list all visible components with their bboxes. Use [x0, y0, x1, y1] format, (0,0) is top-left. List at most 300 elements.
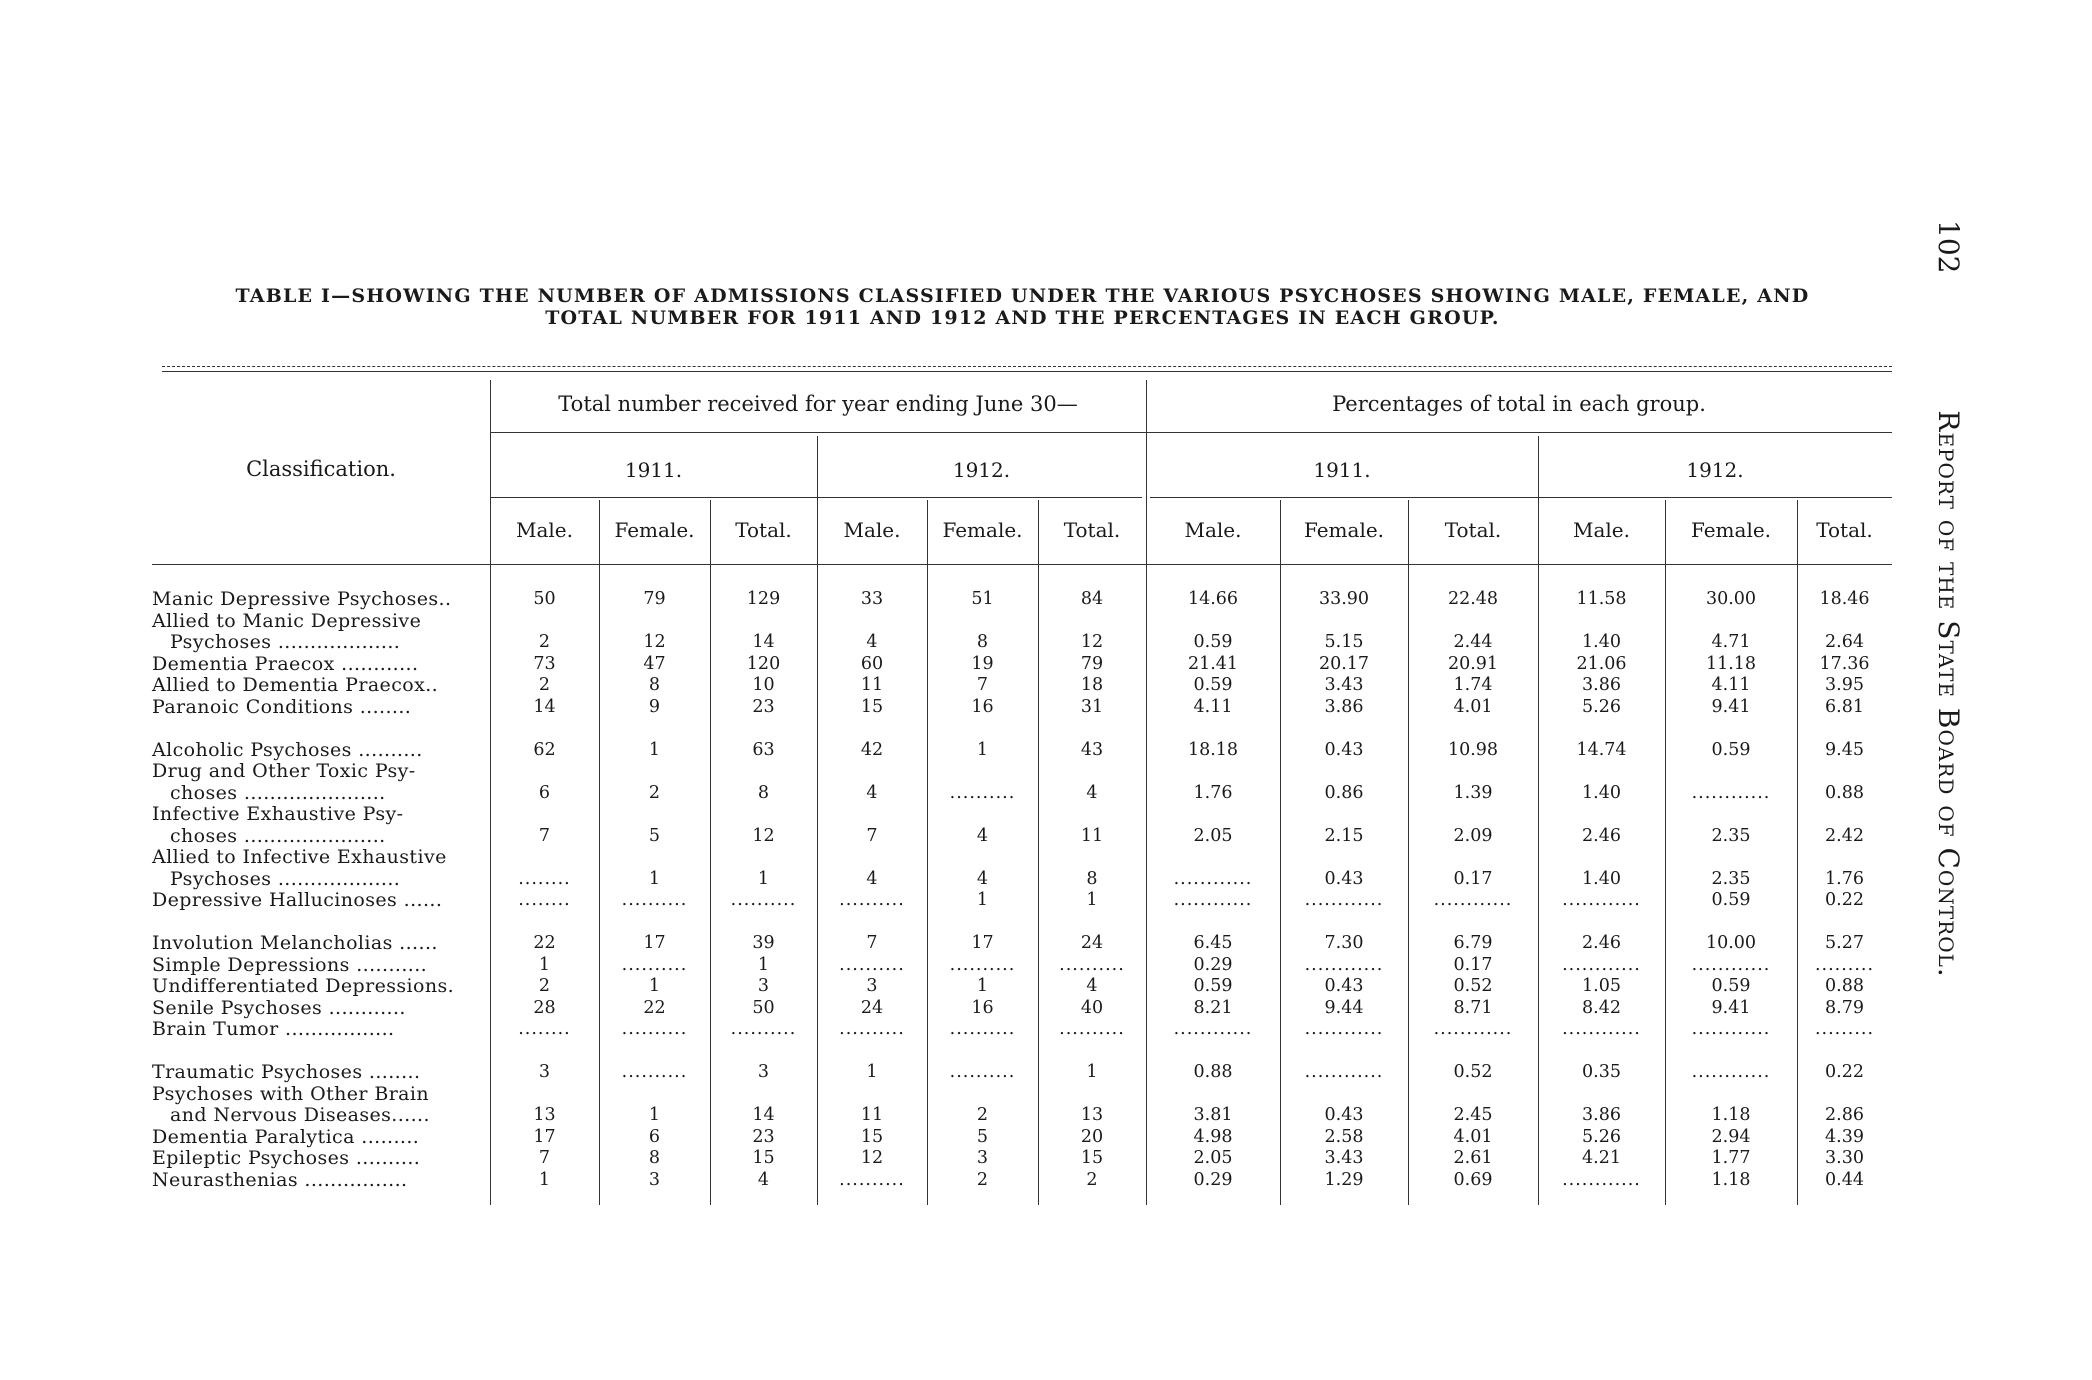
table-cell: 1	[648, 1105, 661, 1125]
table-cell: 1	[1086, 1062, 1098, 1082]
table-cell: 4	[976, 825, 989, 846]
table-cell: 0.43	[1324, 739, 1364, 760]
table-cell: 2.35	[1711, 868, 1751, 889]
table-cell: 2.44	[1453, 632, 1493, 652]
table-cell: 9.41	[1711, 696, 1751, 717]
table-cell: 18.18	[1187, 739, 1239, 760]
table-cell: ............	[1433, 1019, 1513, 1039]
row-label: Brain Tumor .................	[152, 1018, 395, 1040]
table-cell: 0.59	[1711, 739, 1751, 760]
table-cell: 4.01	[1453, 1126, 1493, 1147]
table-cell: 1.76	[1193, 782, 1233, 803]
table-cell: 1	[757, 868, 770, 889]
table-cell: 0.88	[1825, 782, 1864, 803]
row-label: Neurasthenias ................	[152, 1168, 408, 1191]
table-cell: 39	[752, 933, 775, 953]
table-cell: 21.06	[1576, 653, 1627, 674]
table-cell: 7.30	[1324, 933, 1364, 953]
table-cell: 17.36	[1819, 653, 1870, 674]
table-cell: 11	[860, 675, 884, 695]
table-cell: 1.18	[1711, 1105, 1751, 1125]
table-cell: 0.35	[1582, 1062, 1621, 1082]
table-cell: 3.30	[1825, 1148, 1864, 1168]
table-cell: 0.88	[1193, 1062, 1233, 1082]
col-header-total: Total.	[1816, 518, 1873, 542]
vline-classification	[490, 380, 491, 1205]
table-cell: 1	[976, 739, 989, 760]
table-cell: ............	[1562, 1019, 1641, 1039]
table-cell: 2	[976, 1169, 989, 1190]
table-cell: 16	[971, 997, 994, 1018]
table-cell: 15	[860, 696, 884, 717]
table-cell: 1.29	[1324, 1169, 1364, 1190]
table-cell: 9.44	[1324, 997, 1364, 1018]
table-cell: 5.15	[1324, 632, 1364, 652]
row-label: Psychoses ...................	[170, 867, 401, 890]
table-cell: 2	[538, 976, 551, 996]
table-cell: 1	[976, 890, 989, 910]
table-cell: 4.11	[1193, 696, 1233, 717]
table-cell: 3.43	[1324, 675, 1364, 695]
table-cell: 7	[866, 825, 878, 846]
table-cell: 2.45	[1453, 1105, 1493, 1125]
table-cell: 2.15	[1324, 825, 1364, 846]
row-label: Alcoholic Psychoses ..........	[152, 738, 423, 761]
table-cell: 4.21	[1582, 1148, 1621, 1168]
table-cell: 1.76	[1825, 868, 1864, 889]
vline-c8	[1408, 500, 1409, 1205]
table-cell: 2.94	[1711, 1126, 1751, 1147]
row-label: Dementia Paralytica .........	[152, 1125, 420, 1148]
table-cell: 1	[648, 739, 661, 760]
table-cell: 2	[648, 782, 661, 803]
table-cell: 0.17	[1453, 954, 1493, 975]
table-title-line-1: TABLE I—SHOWING THE NUMBER OF ADMISSIONS CLASSIFIED UNDER THE VARIOUS PSYCHOSES SHOWING MALE, FEMALE, AND	[235, 285, 1810, 307]
year-rule-2	[1150, 497, 1892, 498]
table-cell: 4.01	[1453, 696, 1493, 717]
table-cell: 1	[1086, 890, 1098, 910]
table-cell: 6	[538, 782, 551, 803]
table-cell: 0.59	[1711, 976, 1751, 996]
vline-c2	[710, 500, 711, 1205]
table-cell: 2.64	[1825, 632, 1864, 652]
table-cell: 51	[971, 589, 994, 609]
table-cell: ..........	[949, 782, 1016, 803]
table-cell: 20.17	[1318, 653, 1370, 674]
table-cell: 2.35	[1711, 825, 1751, 846]
table-cell: ............	[1433, 890, 1513, 910]
table-cell: 15	[860, 1126, 884, 1147]
table-cell: 1	[976, 976, 989, 996]
group-rule	[490, 432, 1892, 433]
table-cell: 0.29	[1193, 1169, 1233, 1190]
table-cell: 2	[538, 675, 551, 695]
row-label: Psychoses with Other Brain	[152, 1082, 430, 1105]
table-cell: ..........	[949, 954, 1016, 975]
table-cell: 50	[533, 589, 556, 609]
table-cell: 1.05	[1582, 976, 1621, 996]
row-label: Undifferentiated Depressions.	[152, 975, 455, 997]
col-header-total: Total.	[1444, 518, 1502, 542]
table-cell: 1.40	[1582, 632, 1621, 652]
table-cell: 1	[757, 954, 770, 975]
table-cell: 79	[1080, 653, 1104, 674]
row-label: Manic Depressive Psychoses..	[152, 588, 452, 610]
table-cell: 1.39	[1453, 782, 1493, 803]
table-cell: ........	[518, 1019, 571, 1039]
col-header-total: Total.	[735, 518, 792, 542]
table-cell: ........	[518, 868, 571, 889]
table-cell: ............	[1691, 954, 1771, 975]
table-cell: 2.09	[1453, 825, 1493, 846]
vline-year-counts	[817, 436, 818, 1205]
table-cell: 0.29	[1193, 954, 1233, 975]
top-rule	[162, 366, 1892, 367]
table-cell: ..........	[949, 1062, 1016, 1082]
table-cell: 40	[1080, 997, 1104, 1018]
table-cell: 14	[752, 632, 775, 652]
table-cell: 4	[976, 868, 989, 889]
table-cell: 0.86	[1324, 782, 1364, 803]
table-cell: 0.88	[1825, 976, 1864, 996]
table-cell: 3.95	[1825, 675, 1864, 695]
table-cell: 10	[752, 675, 775, 695]
running-head: Report of the State Board of Control.	[1932, 410, 1965, 978]
table-title	[150, 285, 1895, 329]
col-header-female: Female.	[942, 518, 1023, 542]
table-cell: ..........	[730, 890, 797, 910]
table-cell: 6.81	[1825, 696, 1864, 717]
table-cell: 7	[538, 825, 551, 846]
col-header-male: Male.	[1573, 518, 1630, 542]
table-cell: 18.46	[1819, 589, 1870, 609]
table-cell: 33.90	[1318, 589, 1370, 609]
table-cell: ..........	[1059, 1019, 1125, 1039]
table-cell: 6.45	[1193, 933, 1233, 953]
table-cell: 8	[648, 1148, 661, 1168]
table-cell: ..........	[839, 1019, 905, 1039]
table-cell: 2	[1086, 1169, 1098, 1190]
table-cell: 3.86	[1582, 1105, 1621, 1125]
row-label: Paranoic Conditions ........	[152, 695, 412, 718]
table-cell: 14	[752, 1105, 775, 1125]
table-cell: 5.26	[1582, 696, 1621, 717]
table-cell: 23	[752, 696, 775, 717]
row-label: Traumatic Psychoses ........	[152, 1061, 421, 1083]
table-cell: 3.81	[1193, 1105, 1233, 1125]
table-cell: 6.79	[1453, 933, 1493, 953]
table-cell: 1	[648, 976, 661, 996]
table-cell: ..........	[621, 890, 688, 910]
row-label: Simple Depressions ...........	[152, 953, 428, 976]
table-cell: 23	[752, 1126, 775, 1147]
table-cell: 11	[860, 1105, 884, 1125]
table-cell: 4.39	[1825, 1126, 1864, 1147]
vline-c7	[1280, 500, 1281, 1205]
table-cell: 22	[643, 997, 666, 1018]
table-cell: 2.86	[1825, 1105, 1864, 1125]
table-cell: 5.27	[1825, 933, 1864, 953]
table-cell: ..........	[1059, 954, 1125, 975]
header-group-percent: Percentages of total in each group.	[1332, 392, 1706, 416]
table-cell: 4.98	[1193, 1126, 1233, 1147]
table-cell: 3.86	[1324, 696, 1364, 717]
table-cell: 120	[746, 653, 781, 674]
vline-c11	[1797, 500, 1798, 1205]
table-cell: 1.40	[1582, 868, 1621, 889]
table-cell: ..........	[839, 1169, 905, 1190]
table-cell: 16	[971, 696, 994, 717]
table-cell: 4	[866, 782, 878, 803]
table-cell: 20.91	[1447, 653, 1499, 674]
table-cell: .........	[1814, 954, 1875, 975]
row-label: Depressive Hallucinoses ......	[152, 889, 443, 911]
table-cell: 42	[860, 739, 884, 760]
table-cell: 20	[1080, 1126, 1104, 1147]
table-cell: 1.77	[1711, 1148, 1751, 1168]
header-year-1911-counts: 1911.	[624, 458, 683, 482]
row-label: Psychoses ...................	[170, 631, 401, 653]
table-cell: .........	[1814, 1019, 1875, 1039]
table-cell: ............	[1691, 782, 1771, 803]
table-cell: 8	[757, 782, 770, 803]
table-cell: 0.43	[1324, 1105, 1364, 1125]
table-cell: 24	[1080, 933, 1104, 953]
header-year-1911-percent: 1911.	[1313, 458, 1371, 482]
table-cell: 13	[1080, 1105, 1104, 1125]
header-year-1912-percent: 1912.	[1686, 458, 1744, 482]
table-cell: 3.43	[1324, 1148, 1364, 1168]
table-cell: 2	[538, 632, 551, 652]
row-label: Allied to Manic Depressive	[152, 609, 422, 632]
table-cell: 12	[752, 825, 775, 846]
table-cell: 4	[866, 868, 878, 889]
table-cell: ............	[1173, 1019, 1253, 1039]
table-cell: 2	[976, 1105, 989, 1125]
table-cell: 21.41	[1187, 653, 1239, 674]
row-label: Allied to Infective Exhaustive	[152, 846, 447, 868]
table-cell: 1.40	[1582, 782, 1621, 803]
table-cell: 9.45	[1825, 739, 1864, 760]
vline-year-percent	[1538, 436, 1539, 1205]
table-cell: 7	[976, 675, 989, 695]
header-bottom-rule	[152, 564, 1892, 565]
table-cell: 73	[533, 653, 556, 674]
table-cell: 0.43	[1324, 976, 1364, 996]
table-cell: 14	[533, 696, 556, 717]
table-cell: 3	[976, 1148, 989, 1168]
table-cell: 3	[648, 1169, 661, 1190]
table-cell: ............	[1562, 954, 1641, 975]
table-cell: 15	[1080, 1148, 1104, 1168]
vline-c1	[599, 500, 600, 1205]
table-cell: 14.74	[1576, 739, 1627, 760]
table-cell: 2.46	[1582, 825, 1621, 846]
table-cell: ............	[1304, 1062, 1384, 1082]
header-group-counts: Total number received for year ending June 30—	[558, 392, 1078, 416]
table-cell: 8.79	[1825, 997, 1864, 1018]
table-cell: 0.59	[1193, 976, 1233, 996]
row-label: choses ......................	[170, 824, 386, 847]
row-label: Infective Exhaustive Psy-	[152, 803, 404, 825]
table-cell: ........	[518, 890, 571, 910]
table-cell: 8.42	[1582, 997, 1621, 1018]
row-label: and Nervous Diseases......	[170, 1104, 430, 1126]
col-header-male: Male.	[1184, 518, 1242, 542]
vline-c10	[1665, 500, 1666, 1205]
table-cell: ............	[1691, 1062, 1771, 1082]
col-header-female: Female.	[1303, 518, 1385, 542]
table-cell: ............	[1562, 1169, 1641, 1190]
col-header-male: Male.	[843, 518, 901, 542]
col-header-female: Female.	[1690, 518, 1772, 542]
table-cell: 8.21	[1193, 997, 1233, 1018]
table-cell: 0.59	[1193, 675, 1233, 695]
table-cell: 9.41	[1711, 997, 1751, 1018]
table-cell: 3.86	[1582, 675, 1621, 695]
table-cell: 12	[1080, 632, 1104, 652]
table-cell: 17	[533, 1126, 556, 1147]
vline-c4	[927, 500, 928, 1205]
table-cell: ..........	[839, 954, 905, 975]
table-cell: 63	[752, 739, 775, 760]
table-cell: 6	[648, 1126, 661, 1147]
table-cell: 15	[752, 1148, 775, 1168]
table-cell: 12	[643, 632, 666, 652]
table-cell: 84	[1080, 589, 1104, 609]
table-cell: 17	[643, 933, 666, 953]
running-head-margin	[1928, 220, 1968, 1180]
table-cell: 0.17	[1453, 868, 1493, 889]
table-cell: 2.05	[1193, 1148, 1233, 1168]
table-cell: 7	[866, 933, 878, 953]
table-cell: 13	[533, 1105, 556, 1125]
row-label: Drug and Other Toxic Psy-	[152, 760, 416, 782]
table-cell: 2.61	[1453, 1148, 1493, 1168]
table-cell: ............	[1304, 954, 1384, 975]
table-cell: 0.43	[1324, 868, 1364, 889]
table-cell: 22.48	[1447, 589, 1499, 609]
table-cell: 8	[976, 632, 989, 652]
table-cell: ............	[1304, 890, 1384, 910]
col-header-female: Female.	[614, 518, 695, 542]
year-rule-1	[490, 497, 1142, 498]
table-cell: 9	[648, 696, 661, 717]
table-cell: 10.98	[1447, 739, 1499, 760]
table-cell: 4	[1086, 782, 1098, 803]
table-cell: ............	[1304, 1019, 1384, 1039]
table-cell: ..........	[621, 1062, 688, 1082]
table-cell: ............	[1691, 1019, 1771, 1039]
table-cell: 30.00	[1705, 589, 1757, 609]
top-rule-2	[162, 371, 1892, 372]
table-cell: 0.44	[1825, 1169, 1864, 1190]
table-cell: 12	[860, 1148, 884, 1168]
table-cell: 0.22	[1825, 890, 1864, 910]
table-cell: 2.42	[1825, 825, 1864, 846]
table-cell: 24	[860, 997, 884, 1018]
table-cell: 1	[538, 1169, 551, 1190]
table-cell: 7	[538, 1148, 551, 1168]
table-cell: ..........	[949, 1019, 1016, 1039]
table-cell: ............	[1173, 868, 1253, 889]
col-header-total: Total.	[1063, 518, 1121, 542]
table-cell: 0.22	[1825, 1062, 1864, 1082]
col-header-male: Male.	[516, 518, 573, 542]
table-cell: 3	[538, 1062, 551, 1082]
table-cell: ..........	[839, 890, 905, 910]
row-label: Dementia Praecox ............	[152, 652, 419, 675]
table-cell: ............	[1562, 890, 1641, 910]
table-cell: 11	[1080, 825, 1104, 846]
row-label: choses ......................	[170, 781, 386, 804]
table-cell: 50	[752, 997, 775, 1018]
table-title-line-2: TOTAL NUMBER FOR 1911 AND 1912 AND THE PERCENTAGES IN EACH GROUP.	[545, 307, 1500, 329]
row-label: Involution Melancholias ......	[152, 932, 438, 954]
row-label: Epileptic Psychoses ..........	[152, 1147, 421, 1169]
table-cell: ..........	[621, 954, 688, 975]
table-cell: 0.52	[1453, 1062, 1493, 1082]
table-cell: 3	[757, 1062, 770, 1082]
header-classification: Classification.	[246, 457, 396, 481]
vline-group	[1146, 380, 1147, 1205]
table-cell: ............	[1173, 890, 1253, 910]
table-cell: 47	[643, 653, 666, 674]
table-cell: 60	[860, 653, 884, 674]
table-cell: 5	[648, 825, 661, 846]
table-cell: 4.71	[1711, 632, 1751, 652]
table-cell: 5.26	[1582, 1126, 1621, 1147]
table-cell: 8.71	[1453, 997, 1493, 1018]
table-cell: 18	[1080, 675, 1104, 695]
table-cell: 3	[866, 976, 878, 996]
table-cell: 31	[1080, 696, 1104, 717]
table-cell: 14.66	[1187, 589, 1239, 609]
vline-c5	[1038, 500, 1039, 1205]
table-cell: 43	[1080, 739, 1104, 760]
table-cell: 8	[648, 675, 661, 695]
table-cell: 129	[746, 589, 781, 609]
table-cell: 4	[757, 1169, 770, 1190]
table-cell: 0.59	[1193, 632, 1233, 652]
table-cell: 10.00	[1705, 933, 1757, 953]
table-cell: 62	[533, 739, 556, 760]
table-cell: 2.05	[1193, 825, 1233, 846]
header-year-1912-counts: 1912.	[952, 458, 1011, 482]
row-label: Allied to Dementia Praecox..	[152, 674, 439, 696]
row-label: Senile Psychoses ............	[152, 996, 406, 1019]
table-cell: 2.46	[1582, 933, 1621, 953]
table-cell: 79	[643, 589, 666, 609]
table-cell: 33	[860, 589, 884, 609]
table-cell: 1	[648, 868, 661, 889]
table-cell: ..........	[621, 1019, 688, 1039]
table-cell: 0.69	[1453, 1169, 1493, 1190]
table-cell: 1.74	[1453, 675, 1493, 695]
table-cell: 4.11	[1711, 675, 1751, 695]
table-cell: 22	[533, 933, 556, 953]
table-cell: 11.58	[1576, 589, 1627, 609]
table-cell: 11.18	[1705, 653, 1757, 674]
table-cell: 1	[866, 1062, 878, 1082]
table-cell: 4	[866, 632, 878, 652]
table-cell: 1.18	[1711, 1169, 1751, 1190]
table-cell: 4	[1086, 976, 1098, 996]
table-cell: 1	[538, 954, 551, 975]
table-cell: 19	[971, 653, 994, 674]
table-cell: 0.52	[1453, 976, 1493, 996]
table-cell: ..........	[730, 1019, 797, 1039]
